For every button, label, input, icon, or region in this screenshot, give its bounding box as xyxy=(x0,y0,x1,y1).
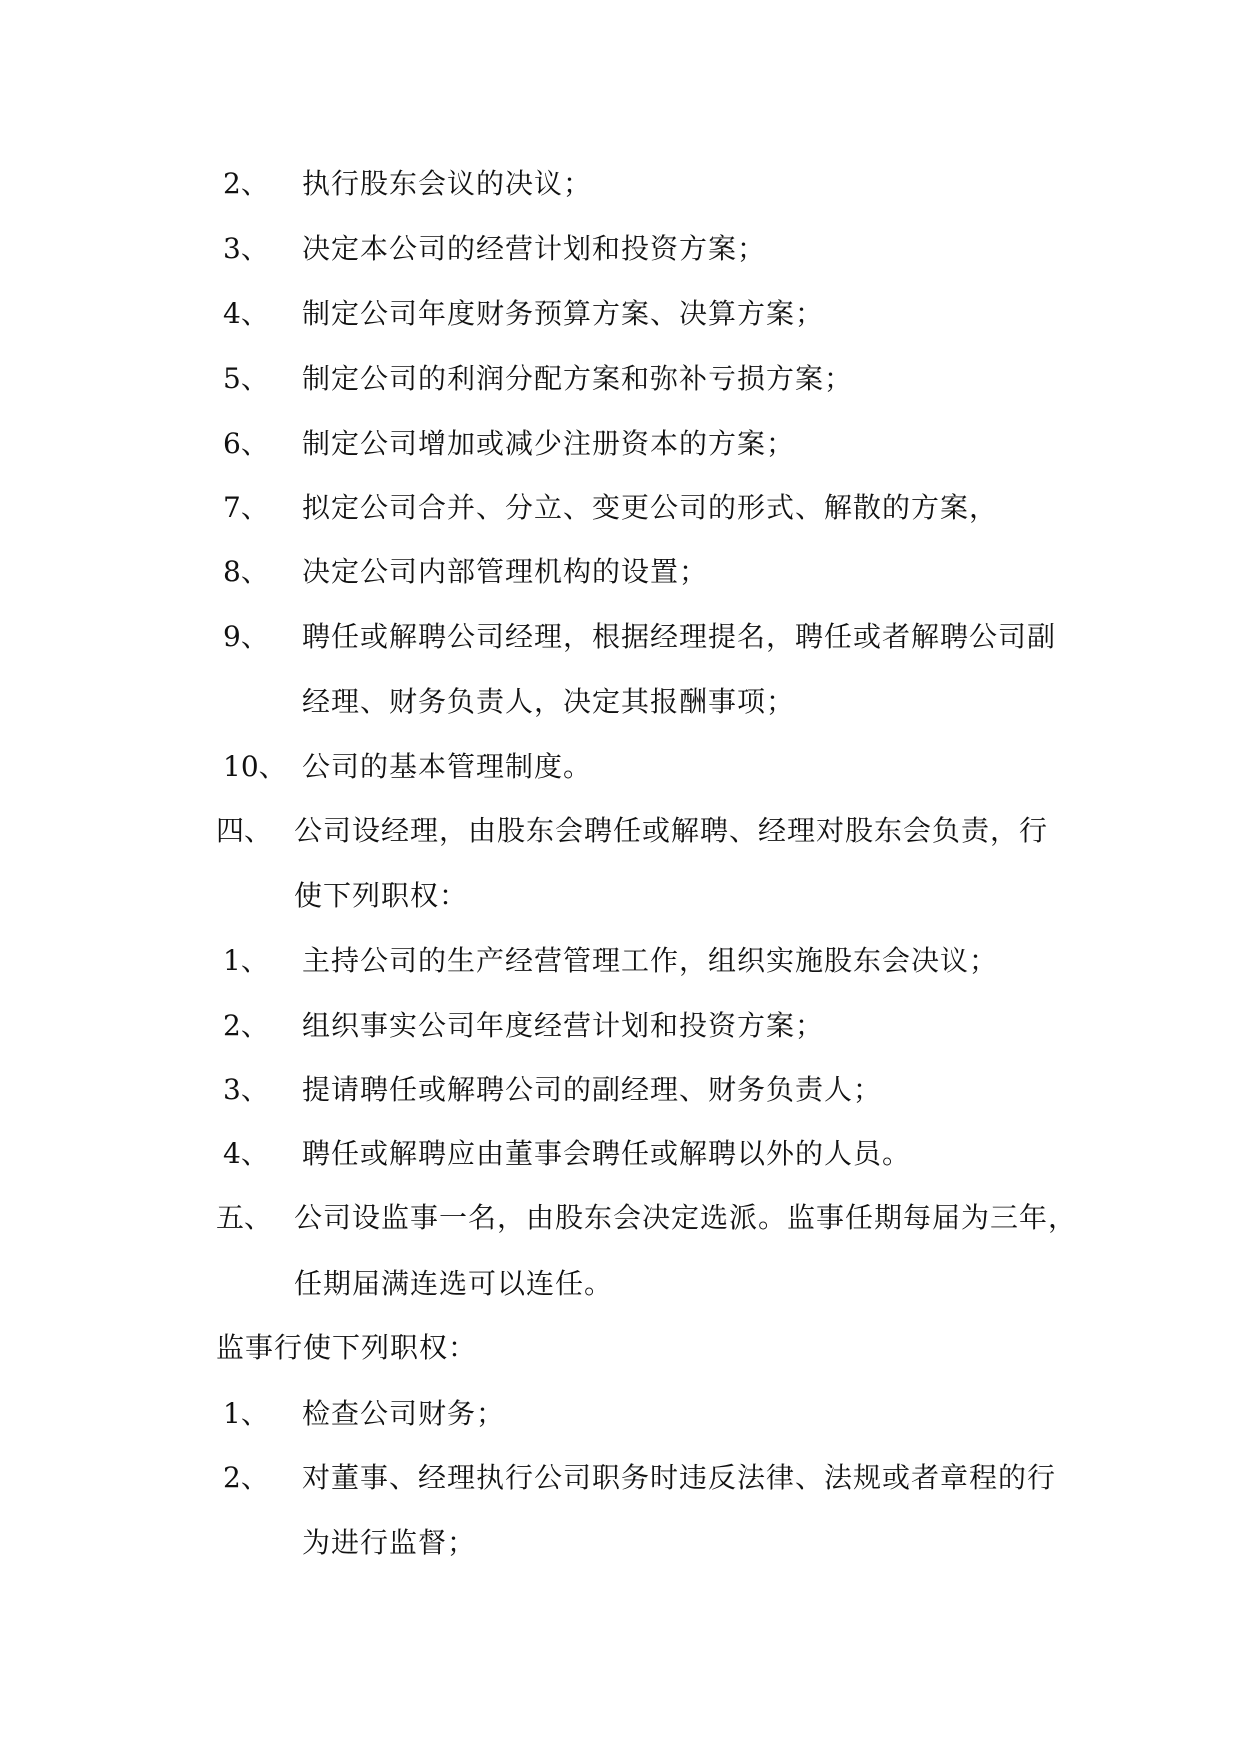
item-text: 聘任或解聘公司经理，根据经理提名，聘任或者解聘公司副 xyxy=(302,620,1057,653)
section-text-continued: 使下列职权： xyxy=(294,879,469,912)
item-number: 10、 xyxy=(223,750,287,783)
section-item-continuation xyxy=(0,876,1241,916)
item-number: 4、 xyxy=(223,297,269,330)
list-item xyxy=(0,488,1241,528)
item-text: 聘任或解聘应由董事会聘任或解聘以外的人员。 xyxy=(302,1137,912,1170)
item-number: 9、 xyxy=(223,620,269,653)
list-item xyxy=(0,552,1241,592)
section-text: 公司设监事一名，由股东会决定选派。监事任期每届为三年， xyxy=(294,1201,1078,1234)
item-number: 3、 xyxy=(223,1073,269,1106)
list-item xyxy=(0,424,1241,464)
item-text: 对董事、经理执行公司职务时违反法律、法规或者章程的行 xyxy=(302,1461,1057,1494)
list-item xyxy=(0,229,1241,269)
item-number: 8、 xyxy=(223,555,269,588)
item-text: 公司的基本管理制度。 xyxy=(302,750,593,783)
list-item xyxy=(0,1006,1241,1046)
item-number: 7、 xyxy=(223,491,269,524)
list-item xyxy=(0,1394,1241,1434)
item-number: 4、 xyxy=(223,1137,269,1170)
paragraph-text: 监事行使下列职权： xyxy=(216,1331,478,1364)
section-text-continued: 任期届满连选可以连任。 xyxy=(294,1267,614,1300)
item-text: 提请聘任或解聘公司的副经理、财务负责人； xyxy=(302,1073,883,1106)
item-text: 制定公司增加或减少注册资本的方案； xyxy=(302,427,796,460)
item-number: 3、 xyxy=(223,232,269,265)
item-text: 决定公司内部管理机构的设置； xyxy=(302,555,709,588)
section-text: 公司设经理，由股东会聘任或解聘、经理对股东会负责，行 xyxy=(294,814,1049,847)
item-text: 制定公司年度财务预算方案、决算方案； xyxy=(302,297,825,330)
list-item xyxy=(0,1134,1241,1174)
section-number: 四、 xyxy=(216,814,273,847)
list-item xyxy=(0,941,1241,981)
item-number: 1、 xyxy=(223,1397,269,1430)
item-text: 组织事实公司年度经营计划和投资方案； xyxy=(302,1009,825,1042)
item-text: 制定公司的利润分配方案和弥补亏损方案； xyxy=(302,362,854,395)
item-text: 检查公司财务； xyxy=(302,1397,506,1430)
item-text-continued: 为进行监督； xyxy=(302,1526,477,1559)
list-item xyxy=(0,1458,1241,1498)
list-item xyxy=(0,294,1241,334)
paragraph xyxy=(0,1328,1241,1368)
item-number: 6、 xyxy=(223,427,269,460)
item-number: 1、 xyxy=(223,944,269,977)
item-text: 执行股东会议的决议； xyxy=(302,167,593,200)
section-item-continuation xyxy=(0,1264,1241,1304)
item-text-continued: 经理、财务负责人，决定其报酬事项； xyxy=(302,685,796,718)
item-number: 2、 xyxy=(223,1009,269,1042)
item-text: 拟定公司合并、分立、变更公司的形式、解散的方案， xyxy=(302,491,999,524)
item-text: 主持公司的生产经营管理工作，组织实施股东会决议； xyxy=(302,944,999,977)
section-item xyxy=(0,811,1241,851)
list-item xyxy=(0,164,1241,204)
list-item-continuation xyxy=(0,1523,1241,1563)
list-item xyxy=(0,747,1241,787)
item-number: 5、 xyxy=(223,362,269,395)
list-item xyxy=(0,1070,1241,1110)
section-number: 五、 xyxy=(216,1201,273,1234)
list-item xyxy=(0,617,1241,657)
item-number: 2、 xyxy=(223,167,269,200)
item-text: 决定本公司的经营计划和投资方案； xyxy=(302,232,767,265)
item-number: 2、 xyxy=(223,1461,269,1494)
section-item xyxy=(0,1198,1241,1238)
list-item-continuation xyxy=(0,682,1241,722)
list-item xyxy=(0,359,1241,399)
